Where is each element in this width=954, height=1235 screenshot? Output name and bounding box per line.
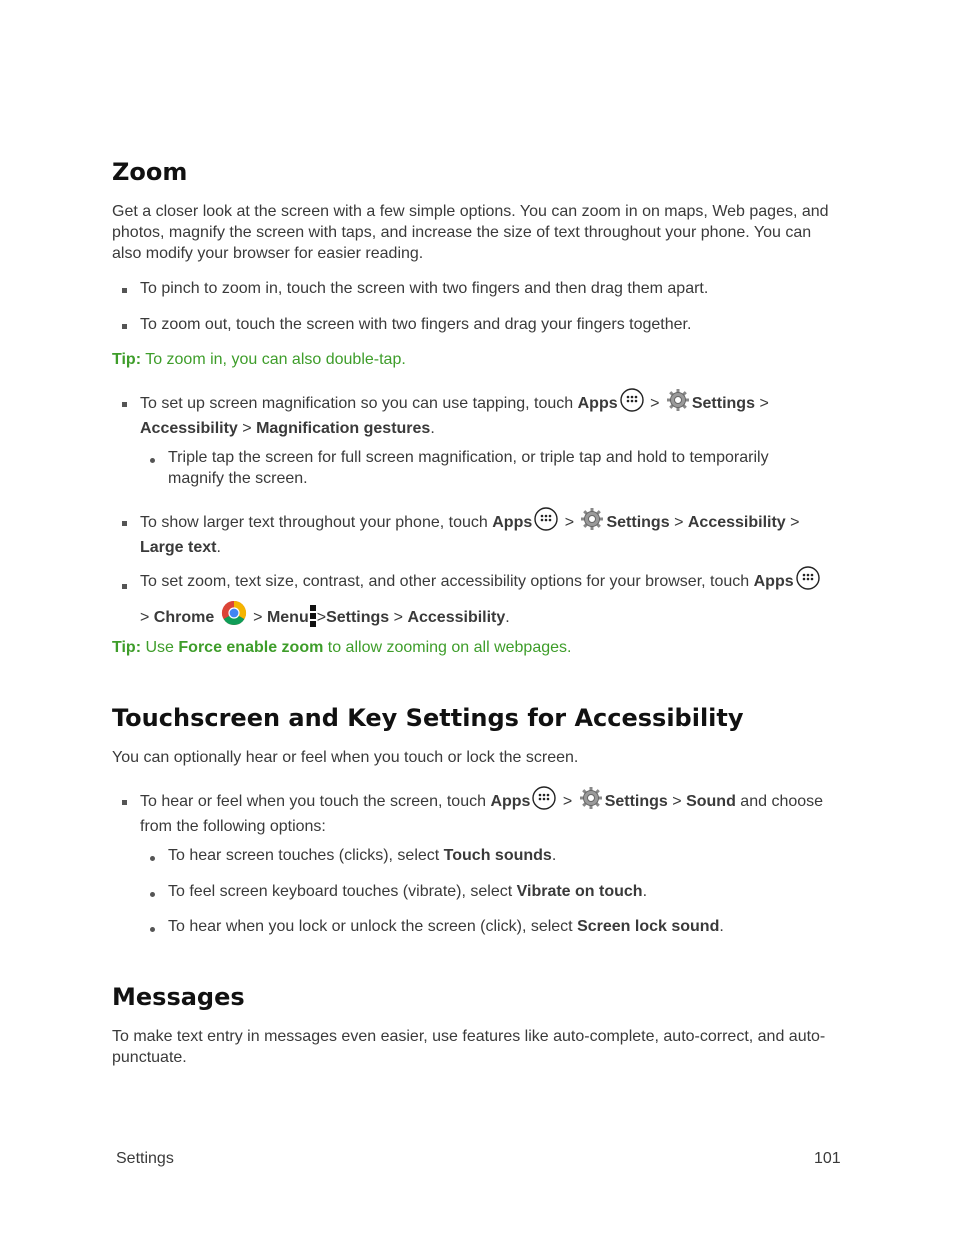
menu-label: Menu: [266, 609, 309, 626]
large-text-label: Large text: [140, 539, 217, 556]
text: To hear screen touches (clicks), select: [168, 847, 440, 864]
bullet-marker: [122, 584, 127, 589]
tip-force-zoom: [112, 637, 571, 658]
accessibility-label: Accessibility: [407, 609, 506, 626]
zoom-bullet-magnification: [140, 388, 840, 439]
gear-icon: [580, 507, 604, 537]
separator: >: [393, 609, 403, 626]
separator: >: [672, 793, 682, 810]
sub-bullet-vibrate: [168, 881, 647, 902]
bullet-marker: [122, 324, 127, 329]
force-enable-zoom-label: Force enable zoom: [178, 639, 324, 656]
apps-grid-icon: [796, 566, 820, 600]
gear-icon: [666, 388, 690, 418]
touchscreen-heading: Touchscreen and Key Settings for Accessibility: [112, 704, 744, 732]
vibrate-on-touch-label: Vibrate on touch: [516, 883, 643, 900]
tip-text: To zoom in, you can also double-tap.: [145, 351, 406, 368]
sub-bullet-marker: [150, 927, 155, 932]
touchscreen-intro: You can optionally hear or feel when you touch or lock the screen.: [112, 749, 579, 766]
separator: >: [242, 420, 252, 437]
separator: >: [564, 514, 575, 531]
messages-heading: Messages: [112, 983, 245, 1011]
sound-label: Sound: [686, 793, 736, 810]
zoom-sub-bullet-triple-tap: Triple tap the screen for full screen magnification, or triple tap and hold to temporarily magnify the screen.: [168, 449, 769, 487]
text: .: [505, 609, 510, 626]
footer-section: Settings: [116, 1150, 174, 1167]
gear-icon: [579, 786, 603, 816]
apps-label: Apps: [577, 395, 618, 412]
text: and choose: [740, 793, 824, 810]
tip-text: to allow zooming on all webpages.: [327, 639, 572, 656]
settings-label: Settings: [691, 395, 755, 412]
zoom-bullet-out: To zoom out, touch the screen with two fingers and drag your fingers together.: [140, 316, 692, 333]
text: .: [430, 420, 435, 437]
separator: >: [674, 514, 684, 531]
zoom-bullet-large-text: [140, 507, 840, 558]
tip-label: Tip:: [112, 639, 142, 656]
zoom-bullet-pinch: To pinch to zoom in, touch the screen with two fingers and then drag them apart.: [140, 280, 709, 297]
separator: >: [253, 609, 263, 626]
touch-sounds-label: Touch sounds: [443, 847, 552, 864]
chrome-label: Chrome: [153, 609, 215, 626]
text: from the following options:: [140, 818, 326, 835]
bullet-marker: [122, 402, 127, 407]
magnification-gestures-label: Magnification gestures: [256, 420, 431, 437]
settings-label: Settings: [326, 609, 390, 626]
separator: >: [140, 609, 150, 626]
text: .: [642, 883, 648, 900]
zoom-intro: Get a closer look at the screen with a few simple options. You can zoom in on maps, Web pages, and photos, magnify the screen with taps, and increase the size of text throughout your phone. You can also modify your browser for easier reading.: [112, 203, 829, 262]
zoom-bullet-browser: [140, 566, 850, 636]
apps-label: Apps: [492, 514, 533, 531]
apps-label: Apps: [753, 573, 794, 590]
separator: >: [759, 395, 769, 412]
settings-label: Settings: [604, 793, 668, 810]
zoom-heading: Zoom: [112, 158, 188, 186]
settings-label: Settings: [606, 514, 670, 531]
chrome-icon: [221, 600, 247, 636]
text: To hear or feel when you touch the screen, touch: [140, 793, 486, 810]
apps-label: Apps: [490, 793, 531, 810]
bullet-marker: [122, 800, 127, 805]
tip-double-tap: [112, 349, 406, 370]
menu-dots-icon: [310, 605, 316, 627]
text: .: [551, 847, 557, 864]
text: To hear when you lock or unlock the screen (click), select: [168, 918, 573, 935]
separator: >: [650, 395, 660, 412]
separator: >: [316, 609, 327, 626]
accessibility-label: Accessibility: [140, 420, 238, 437]
bullet-marker: [122, 521, 127, 526]
sub-bullet-marker: [150, 458, 155, 463]
sub-bullet-screen-lock: [168, 916, 724, 937]
messages-intro: To make text entry in messages even easier, use features like auto-complete, auto-correct, and auto-punctuate.: [112, 1028, 826, 1066]
text: To set zoom, text size, contrast, and other accessibility options for your browser, touch: [140, 573, 750, 590]
apps-grid-icon: [534, 507, 558, 537]
separator: >: [790, 514, 800, 531]
apps-grid-icon: [620, 388, 644, 418]
apps-grid-icon: [532, 786, 556, 816]
separator: >: [562, 793, 573, 810]
sub-bullet-touch-sounds: [168, 845, 556, 866]
tip-text: Use: [145, 639, 174, 656]
text: To show larger text throughout your phone, touch: [140, 514, 488, 531]
text: .: [719, 918, 724, 935]
bullet-marker: [122, 288, 127, 293]
accessibility-label: Accessibility: [687, 514, 786, 531]
text: .: [216, 539, 221, 556]
page-number: 101: [814, 1150, 841, 1167]
sub-bullet-marker: [150, 856, 155, 861]
touchscreen-bullet-sound: [140, 786, 850, 837]
screen-lock-sound-label: Screen lock sound: [577, 918, 720, 935]
text: To feel screen keyboard touches (vibrate), select: [168, 883, 513, 900]
sub-bullet-marker: [150, 892, 155, 897]
text: To set up screen magnification so you can use tapping, touch: [140, 395, 574, 412]
tip-label: Tip:: [112, 351, 142, 368]
